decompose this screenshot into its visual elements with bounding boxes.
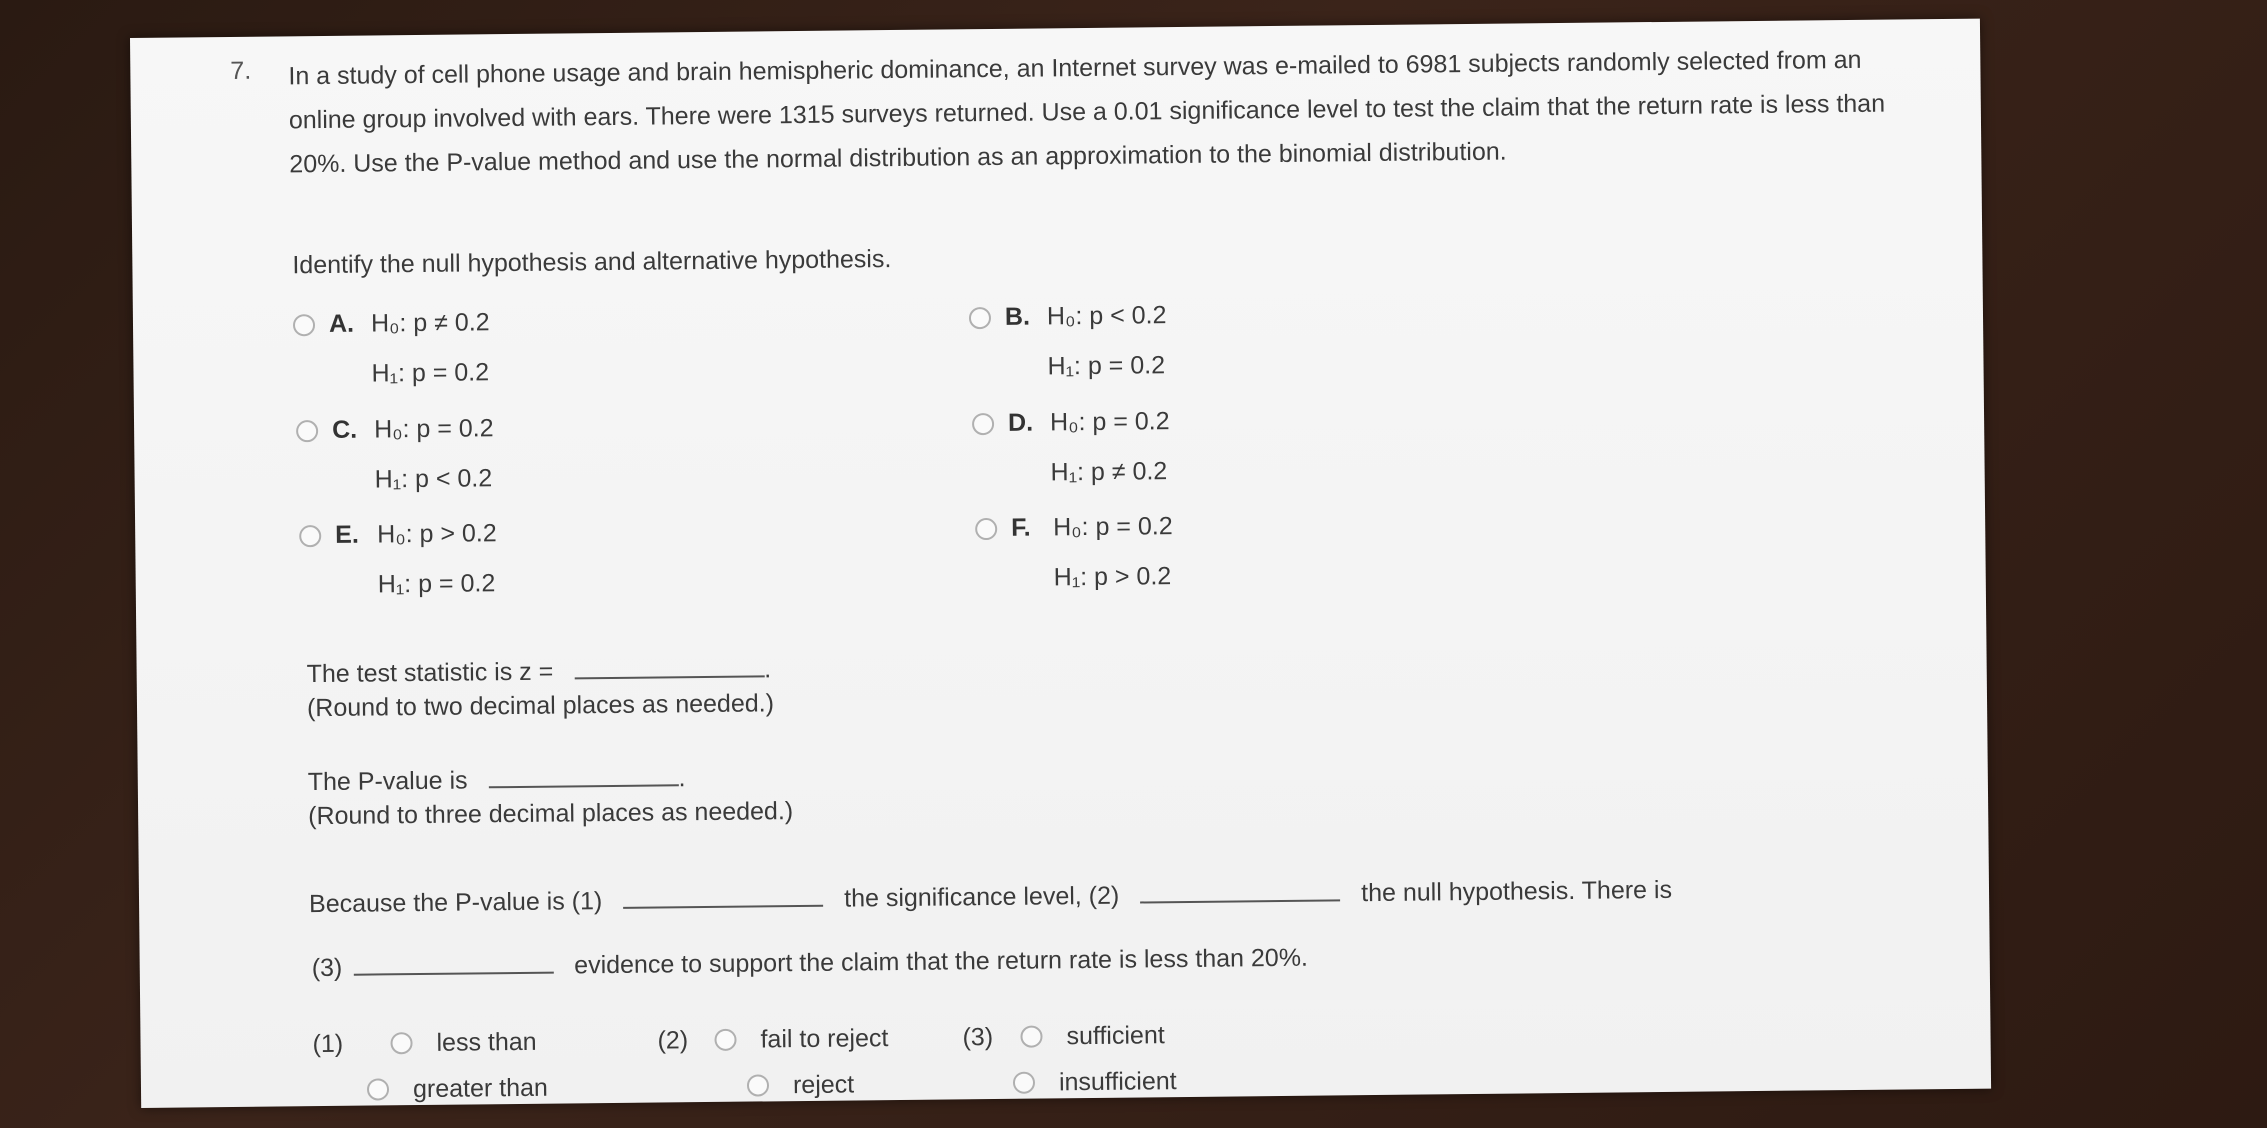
option-c-radio[interactable] bbox=[296, 420, 318, 442]
choice-less-than[interactable] bbox=[390, 1028, 536, 1059]
conclusion-line-1 bbox=[309, 872, 1672, 919]
choice-fail-to-reject-label: fail to reject bbox=[760, 1024, 889, 1054]
p-value-input[interactable] bbox=[488, 760, 678, 788]
option-d-radio[interactable] bbox=[972, 413, 994, 435]
option-c-alt-hypothesis: H₁: p < 0.2 bbox=[374, 464, 493, 494]
choice-less-than-radio[interactable] bbox=[390, 1032, 412, 1054]
choice-insufficient-label: insufficient bbox=[1058, 1067, 1177, 1097]
conclusion-blank-3[interactable] bbox=[353, 948, 553, 976]
test-statistic-row bbox=[306, 651, 771, 689]
choice-greater-than-label: greater than bbox=[412, 1073, 548, 1104]
choice-insufficient-radio[interactable] bbox=[1013, 1072, 1035, 1094]
choice-sufficient-label: sufficient bbox=[1066, 1021, 1165, 1051]
conclusion-part-1: Because the P-value is (1) bbox=[308, 887, 603, 919]
choice-sufficient-radio[interactable] bbox=[1020, 1025, 1042, 1047]
conclusion-part-5: evidence to support the claim that the return rate is less than 20%. bbox=[574, 943, 1309, 980]
choice-fail-to-reject[interactable] bbox=[714, 1024, 888, 1055]
option-e-radio[interactable] bbox=[299, 525, 321, 547]
choice-reject[interactable] bbox=[747, 1070, 854, 1100]
conclusion-line-2 bbox=[312, 940, 1309, 983]
p-value-label: The P-value is bbox=[307, 766, 468, 797]
option-a-alt-hypothesis: H₁: p = 0.2 bbox=[371, 358, 490, 388]
option-e-letter: E. bbox=[335, 520, 359, 549]
option-b-radio[interactable] bbox=[969, 307, 991, 329]
option-e-null-hypothesis: H₀: p > 0.2 bbox=[377, 519, 497, 549]
option-e-alt-hypothesis: H₁: p = 0.2 bbox=[377, 569, 496, 599]
option-a-letter: A. bbox=[328, 309, 355, 338]
option-b-alt-hypothesis: H₁: p = 0.2 bbox=[1047, 351, 1166, 381]
option-d-alt-hypothesis: H₁: p ≠ 0.2 bbox=[1050, 457, 1168, 487]
p-value-row bbox=[308, 760, 686, 797]
option-c-letter: C. bbox=[331, 415, 358, 444]
question-number: 7. bbox=[230, 56, 252, 85]
choice-group-2-label: (2) bbox=[657, 1026, 689, 1055]
choice-sufficient[interactable] bbox=[1020, 1021, 1165, 1052]
p-value-hint: (Round to three decimal places as needed.) bbox=[308, 797, 794, 831]
option-b-null-hypothesis: H₀: p < 0.2 bbox=[1046, 301, 1167, 331]
identify-instruction: Identify the null hypothesis and alternative hypothesis. bbox=[292, 245, 892, 280]
choice-greater-than[interactable] bbox=[367, 1074, 548, 1105]
conclusion-blank-2[interactable] bbox=[1140, 875, 1340, 903]
choice-group-3-label: (3) bbox=[962, 1023, 994, 1052]
question-sheet bbox=[130, 19, 1991, 1108]
p-value-suffix: . bbox=[678, 764, 686, 793]
option-a-radio[interactable] bbox=[293, 314, 315, 336]
test-statistic-hint: (Round to two decimal places as needed.) bbox=[306, 689, 775, 723]
choice-reject-label: reject bbox=[792, 1070, 855, 1100]
option-d-letter: D. bbox=[1007, 408, 1034, 437]
choice-group-1-label: (1) bbox=[312, 1029, 344, 1059]
choice-insufficient[interactable] bbox=[1013, 1067, 1177, 1098]
conclusion-blank-1[interactable] bbox=[623, 881, 823, 909]
choice-reject-radio[interactable] bbox=[747, 1074, 769, 1096]
option-c-null-hypothesis: H₀: p = 0.2 bbox=[373, 414, 494, 444]
conclusion-part-3: the null hypothesis. There is bbox=[1361, 875, 1673, 908]
option-a-null-hypothesis: H₀: p ≠ 0.2 bbox=[370, 308, 490, 338]
option-f-null-hypothesis: H₀: p = 0.2 bbox=[1053, 512, 1173, 542]
test-statistic-suffix: . bbox=[764, 655, 772, 684]
conclusion-part-2: the significance level, (2) bbox=[844, 881, 1120, 913]
choice-fail-to-reject-radio[interactable] bbox=[714, 1029, 736, 1051]
option-b-letter: B. bbox=[1004, 302, 1031, 331]
option-f-letter: F. bbox=[1011, 513, 1031, 542]
test-statistic-label: The test statistic is z = bbox=[306, 657, 554, 689]
question-prompt: In a study of cell phone usage and brain hemispheric dominance, an Internet survey was e-mailed to 6981 subjects randomly selected from an online group involved with ears. There were 1315 surveys returned. Use a 0.01 significance level to test the claim that the return rate is less than 20%. Use the P-value method and use the normal distribution as an approximation to the binomial distribution. bbox=[288, 45, 1886, 179]
test-statistic-input[interactable] bbox=[574, 651, 764, 679]
option-d-null-hypothesis: H₀: p = 0.2 bbox=[1049, 407, 1170, 437]
conclusion-part-4: (3) bbox=[311, 953, 343, 983]
option-f-alt-hypothesis: H₁: p > 0.2 bbox=[1053, 562, 1172, 592]
choice-less-than-label: less than bbox=[436, 1027, 537, 1057]
choice-greater-than-radio[interactable] bbox=[367, 1078, 389, 1100]
option-f-radio[interactable] bbox=[975, 518, 997, 540]
